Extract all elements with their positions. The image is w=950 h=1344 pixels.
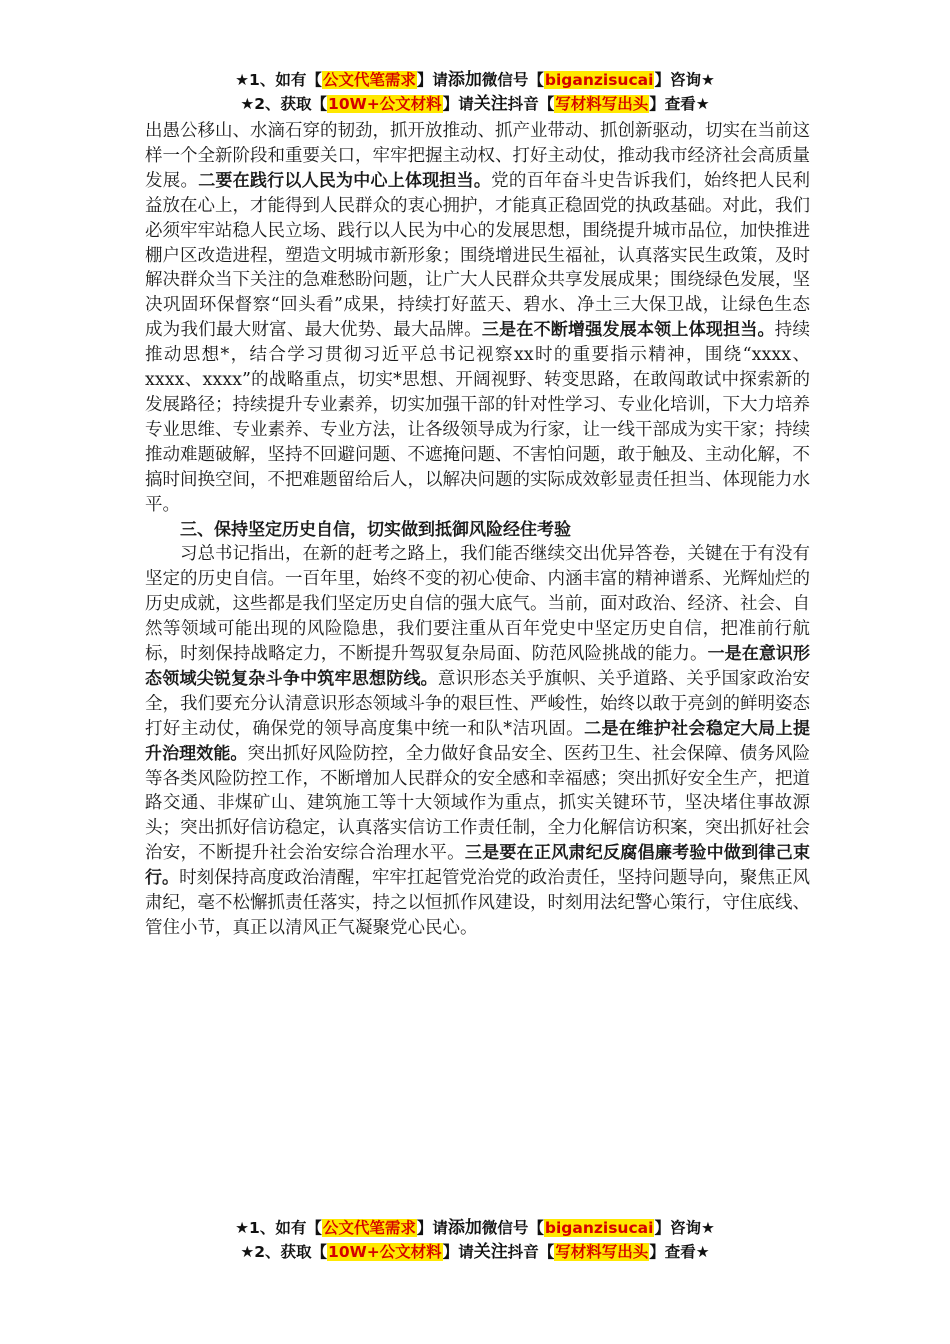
bold-subheading: 一是在意识形态领域尖锐复杂斗争中筑牢思想防线。 — [145, 644, 810, 689]
promo-highlight: 10W+公文材料 — [328, 95, 442, 113]
promo-text: 】查看★ — [649, 95, 710, 113]
promo-text: 关注 — [473, 94, 508, 114]
promo-highlight-douyin-id: 写材料写出头 — [555, 95, 649, 113]
promo-highlight-wechat-id: biganzisucai — [544, 1219, 654, 1237]
bold-subheading: 二要在践行以人民为中心上体现担当。 — [198, 170, 492, 191]
promo-text: 】请 — [416, 1219, 448, 1237]
promo-text: 添加 — [447, 70, 482, 90]
promo-highlight: 10W+公文材料 — [328, 1243, 442, 1261]
paragraph-text: 意识形态关乎旗帜、关乎道路、关乎国家政治安全，我们要充分认清意识形态领域斗争的艰巨性、严峻性，始终以敢于亮剑的鲜明姿态打好主动仗，确保党的领导高度集中统一和队*洁巩固。 — [145, 668, 810, 739]
promo-text: 微信号【 — [481, 1219, 544, 1237]
promo-highlight: 公文代笔需求 — [322, 1219, 416, 1237]
promo-text: ★1、如有【 — [235, 1219, 322, 1237]
promo-line-douyin — [0, 1240, 950, 1264]
document-body — [145, 119, 810, 941]
promo-text: 添加 — [447, 1218, 482, 1238]
promo-text: 】请 — [442, 1243, 474, 1261]
bold-subheading: 三是在不断增强发展本领上体现担当。 — [481, 320, 775, 341]
paragraph-text: 习总书记指出，在新的赶考之路上，我们能否继续交出优异答卷，关键在于有没有坚定的历史自信。一百年里，始终不变的初心使命、内涵丰富的精神谱系、光辉灿烂的历史成就，这些都是我们坚定历史自信的强大底气。当前，面对政治、经济、社会、自然等领域可能出现的风险隐患，我们要注重从百年党史中坚定历史自信，把准前行航标，时刻保持战略定力，不断提升驾驭复杂局面、防范风险挑战的能力。 — [145, 544, 810, 665]
paragraph — [145, 119, 810, 518]
bold-subheading: 二是在维护社会稳定大局上提升治理效能。 — [145, 718, 811, 764]
promo-text: 抖音【 — [507, 1243, 555, 1261]
promo-text: ★2、获取【 — [240, 95, 328, 113]
promo-line-wechat — [0, 1216, 950, 1240]
promo-text: 】咨询★ — [654, 71, 715, 89]
promo-highlight-douyin-id: 写材料写出头 — [555, 1243, 649, 1261]
paragraph-text: 持续推动思想*，结合学习贯彻习近平总书记视察xx时的重要指示精神，围绕“xxxx、xxxx、xxxx”的战略重点，切实*思想、开阔视野、转变思路，在敢闯敢试中探索新的发展路径；持续提升专业素养，切实加强干部的针对性学习、专业化培训，下大力培养专业思维、专业素养、专业方法，让各级领导成为行家，让一线干部成为实干家；持续推动难题破解，坚持不回避问题、不遮掩问题、不害怕问题，敢于触及、主动化解，不搞时间换空间，不把难题留给后人，以解决问题的实际成效彰显责任担当、体现能力水平。 — [145, 320, 811, 515]
promo-line-douyin — [0, 92, 950, 116]
promo-highlight: 公文代笔需求 — [322, 71, 416, 89]
promo-text: 】咨询★ — [654, 1219, 715, 1237]
promo-text: 关注 — [473, 1242, 508, 1262]
paragraph-text: 党的百年奋斗史告诉我们，始终把人民利益放在心上，才能得到人民群众的衷心拥护，才能真正稳固党的执政基础。对此，我们必须牢牢站稳人民立场、践行以人民为中心的发展思想，围绕提升城市品位，加快推进棚户区改造进程，塑造文明城市新形象；围绕增进民生福祉，认真落实民生政策，及时解决群众当下关注的急难愁盼问题，让广大人民群众共享发展成果；围绕绿色发展，坚决巩固环保督察“回头看”成果，持续打好蓝天、碧水、净土三大保卫战，让绿色生态成为我们最大财富、最大优势、最大品牌。 — [145, 170, 811, 341]
promo-text: 微信号【 — [481, 71, 544, 89]
promo-highlight-wechat-id: biganzisucai — [544, 71, 654, 89]
promo-text: 】请 — [416, 71, 448, 89]
footer-promo — [0, 1216, 950, 1264]
promo-text: 】查看★ — [649, 1243, 710, 1261]
promo-line-wechat — [0, 68, 950, 92]
section-heading: 三、保持坚定历史自信，切实做到抵御风险经住考验 — [180, 519, 571, 540]
promo-text: 】请 — [442, 95, 474, 113]
paragraph — [145, 542, 810, 941]
paragraph-text: 出愚公移山、水滴石穿的韧劲，抓开放推动、抓产业带动、抓创新驱动，切实在当前这样一个全新阶段和重要关口，牢牢把握主动权、打好主动仗，推动我市经济社会高质量发展。 — [145, 121, 810, 191]
header-promo — [0, 68, 950, 116]
paragraph-text: 时刻保持高度政治清醒，牢牢扛起管党治党的政治责任，坚持问题导向，聚焦正风肃纪，毫不松懈抓责任落实，持之以恒抓作风建设，时刻用法纪警心策行，守住底线、管住小节，真正以清风正气凝聚党心民心。 — [145, 868, 811, 938]
bold-subheading: 三是要在正风肃纪反腐倡廉考验中做到律己束行。 — [145, 843, 811, 889]
promo-text: ★1、如有【 — [235, 71, 322, 89]
promo-text: ★2、获取【 — [240, 1243, 328, 1261]
promo-text: 抖音【 — [507, 95, 555, 113]
paragraph-text: 突出抓好风险防控，全力做好食品安全、医药卫生、社会保障、债务风险等各类风险防控工作，不断增加人民群众的安全感和幸福感；突出抓好安全生产，把道路交通、非煤矿山、建筑施工等十大领域作为重点，抓实关键环节，坚决堵住事故源头；突出抓好信访稳定，认真落实信访工作责任制，全力化解信访积案，突出抓好社会治安，不断提升社会治安综合治理水平。 — [145, 743, 811, 864]
